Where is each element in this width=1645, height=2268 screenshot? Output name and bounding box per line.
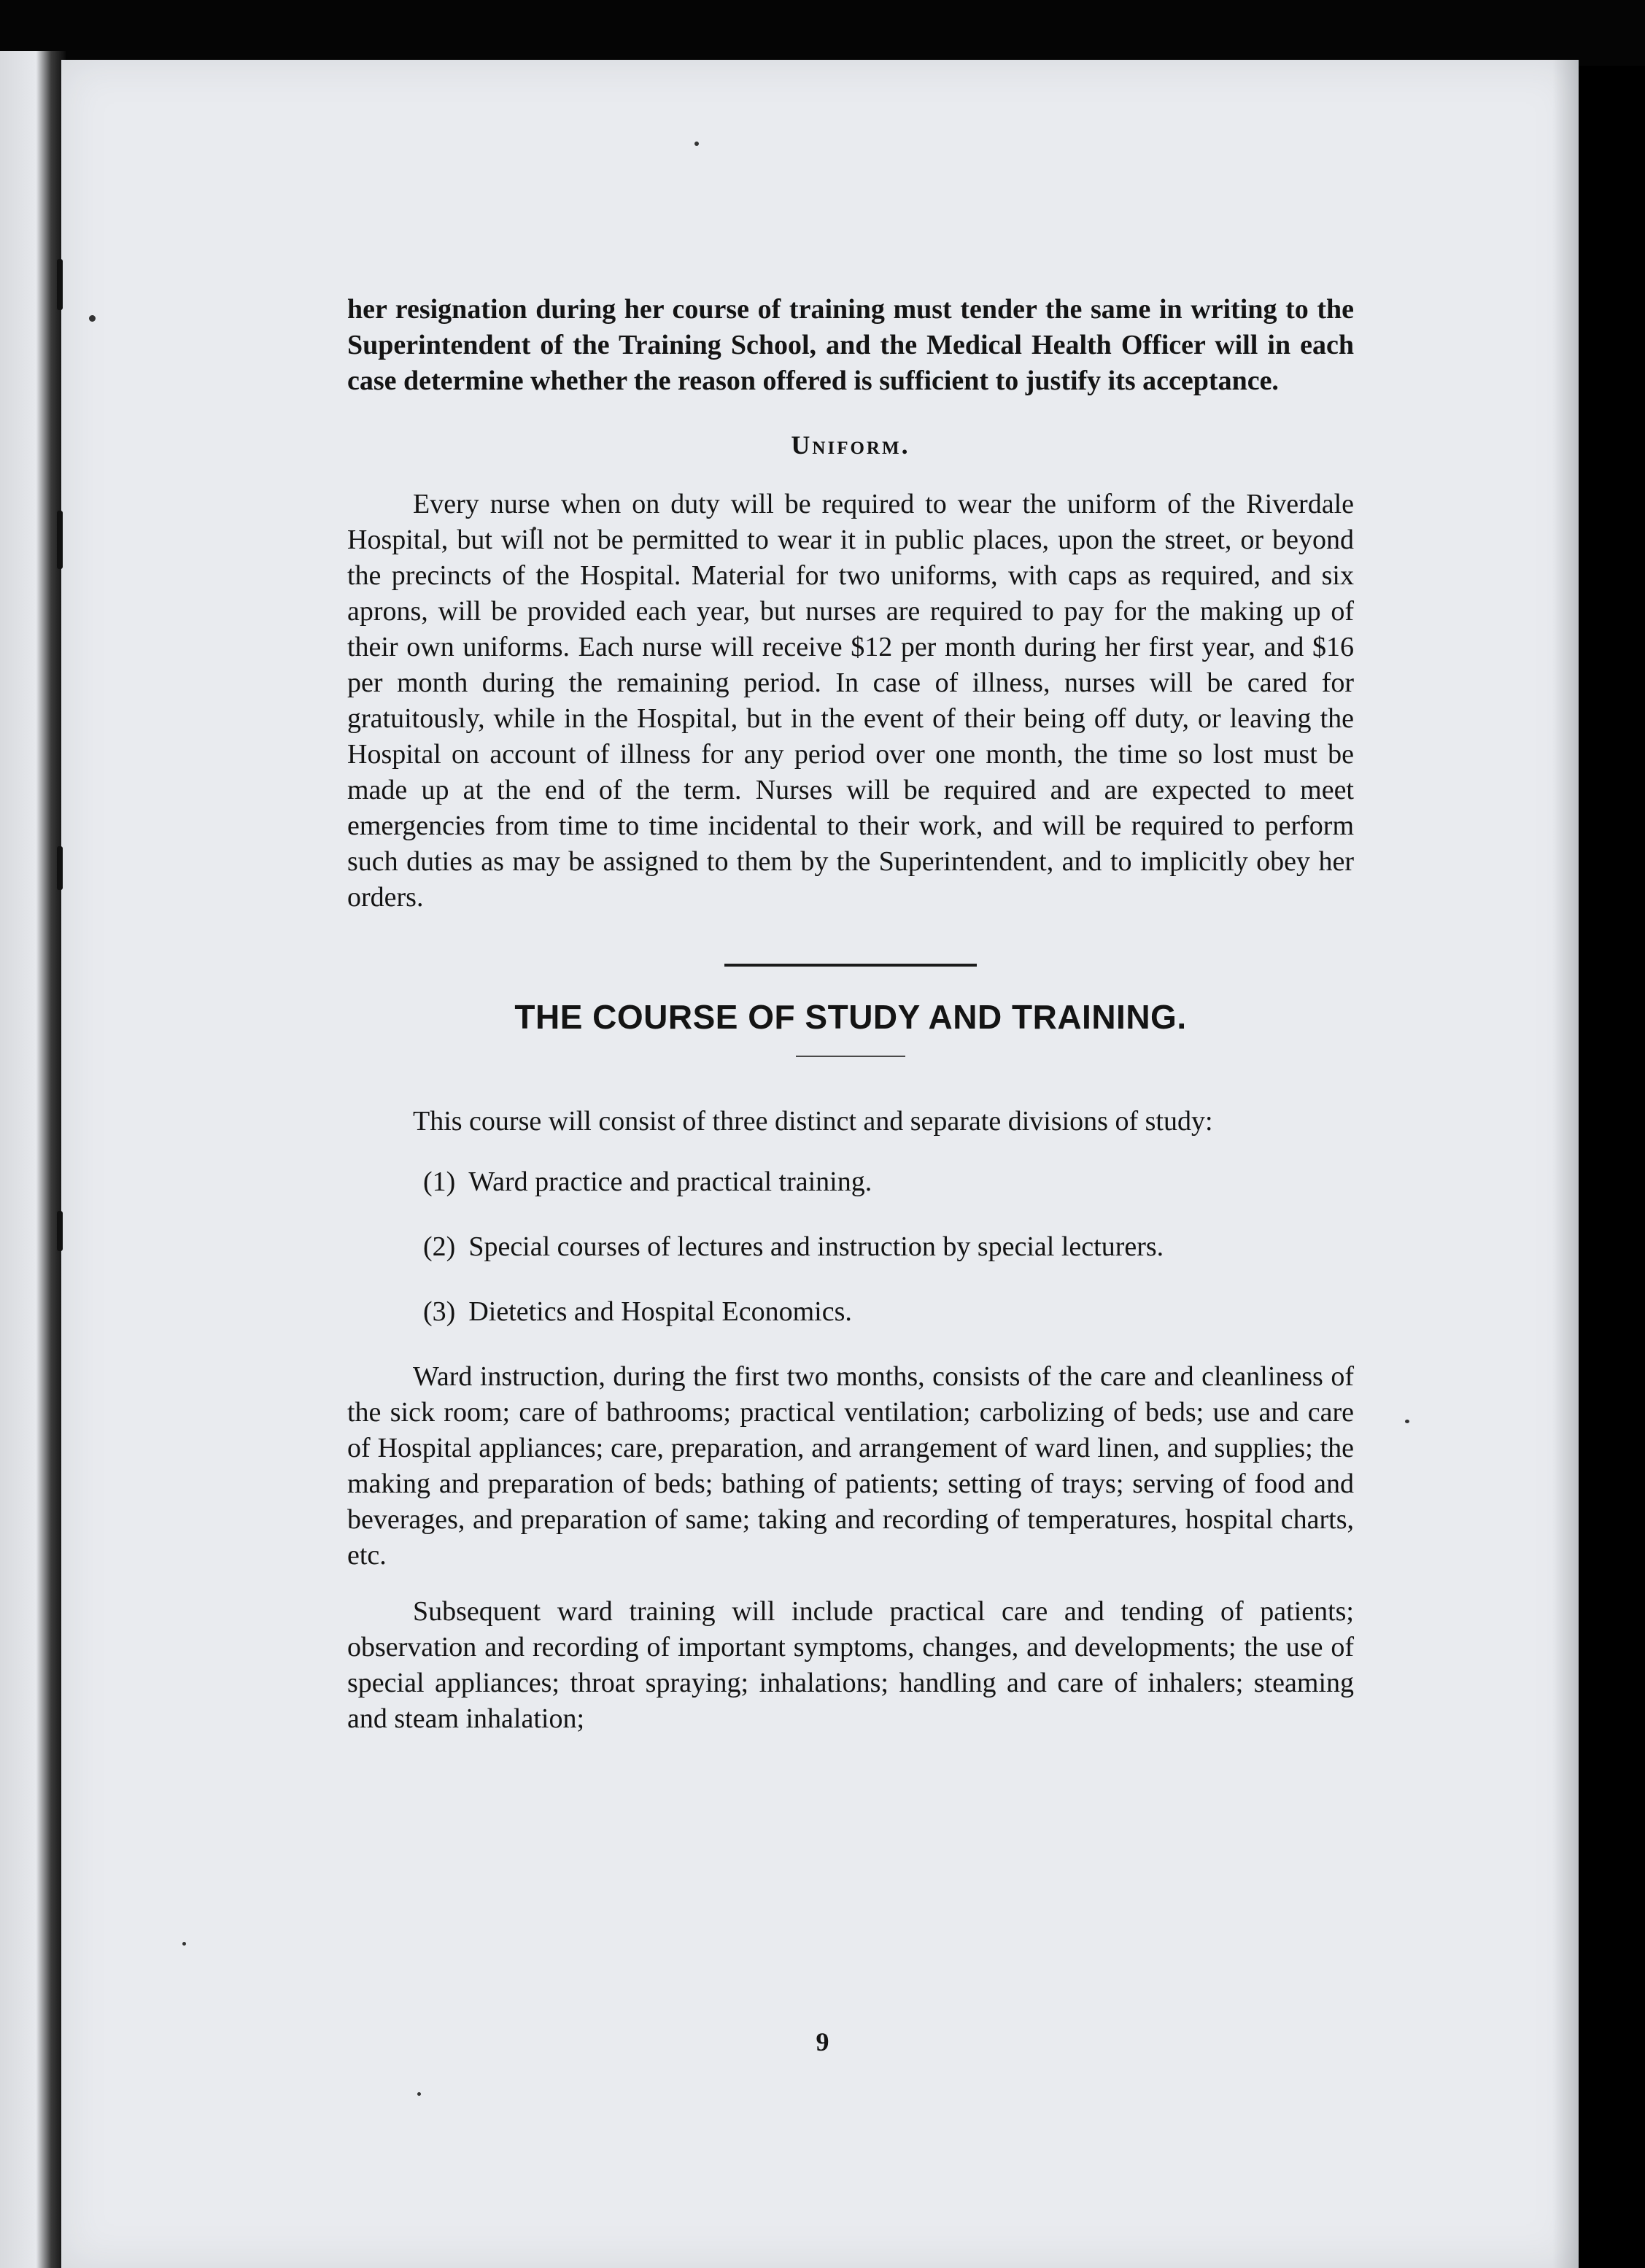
division-number: (1) — [423, 1166, 456, 1197]
heading-underline — [796, 1056, 905, 1057]
page-body — [347, 292, 1354, 1737]
dust-speck — [89, 315, 96, 322]
division-text: Ward practice and practical training. — [468, 1166, 872, 1197]
ward-instruction-paragraph: Ward instruction, during the first two months, consists of the care and cleanliness of the sick room; care of bathrooms; practical ventilation; carbolizing of beds; use and care of Hospital appliances; care, preparation, and arrangement of ward linen, and supplies; the making and preparation of beds; bathing of patients; setting of trays; serving of food and beverages, and preparation of same; taking and recording of temperatures, hospital charts, etc. — [347, 1361, 1354, 1571]
dust-speck — [1405, 1420, 1409, 1423]
uniform-paragraph: Every nurse when on duty will be required to wear the uniform of the Riverdale Hospital, but will not be permitted to wear it in public places, upon the street, or beyond the precincts of the Hospital. Material for two uniforms, with caps as required, and six aprons, will be provided each year, but nurses are required to pay for the making up of their own uniforms. Each nurse will receive $12 per month during her first year, and $16 per month during the remaining period. In case of illness, nurses will be cared for gratuitously, while in the Hospital, but in the event of their being off duty, or leaving the Hospital on account of illness for any period over one month, the time so lost must be made up at the end of the term. Nurses will be required and are expected to meet emergencies from time to time incidental to their work, and will be required to perform such duties as may be assigned to them by the Superintendent, and to implicitly obey her orders. — [347, 489, 1354, 913]
binding-mark — [57, 511, 63, 569]
binding-mark — [57, 846, 63, 890]
uniform-heading: Uniform. — [791, 430, 910, 460]
section-divider-rule — [724, 964, 977, 967]
dust-speck — [182, 1942, 186, 1946]
divisions-list — [347, 1164, 1354, 1330]
list-item — [347, 1229, 1354, 1265]
facing-page-edge — [0, 51, 66, 2268]
division-text: Special courses of lectures and instruction by special lecturers. — [468, 1231, 1164, 1262]
dust-speck — [694, 142, 699, 146]
subsequent-training-paragraph: Subsequent ward training will include practical care and tending of patients; observation and recording of important symptoms, changes, and developments; the use of special appliances; throat spraying; inhalations; handling and care of inhalers; steaming and steam inhalation; — [347, 1596, 1354, 1734]
course-intro-paragraph: This course will consist of three distinct and separate divisions of study: — [413, 1106, 1213, 1137]
scan-background-top — [0, 0, 1645, 66]
division-text: Dietetics and Hospital Economics. — [468, 1296, 852, 1327]
list-item — [347, 1164, 1354, 1200]
list-item — [347, 1294, 1354, 1330]
binding-mark — [57, 1211, 63, 1251]
continuation-paragraph: her resignation during her course of training must tender the same in writing to the Superintendent of the Training School, and the Medical Health Officer will in each case determine whether the reason offered is sufficient to justify its acceptance. — [347, 294, 1354, 396]
binding-mark — [57, 259, 63, 310]
course-section-heading: THE COURSE OF STUDY AND TRAINING. — [514, 998, 1187, 1036]
division-number: (2) — [423, 1231, 456, 1262]
page-edge-shadow — [1552, 60, 1579, 2268]
division-number: (3) — [423, 1296, 456, 1327]
page-number: 9 — [816, 2027, 829, 2056]
dust-speck — [417, 2092, 421, 2096]
